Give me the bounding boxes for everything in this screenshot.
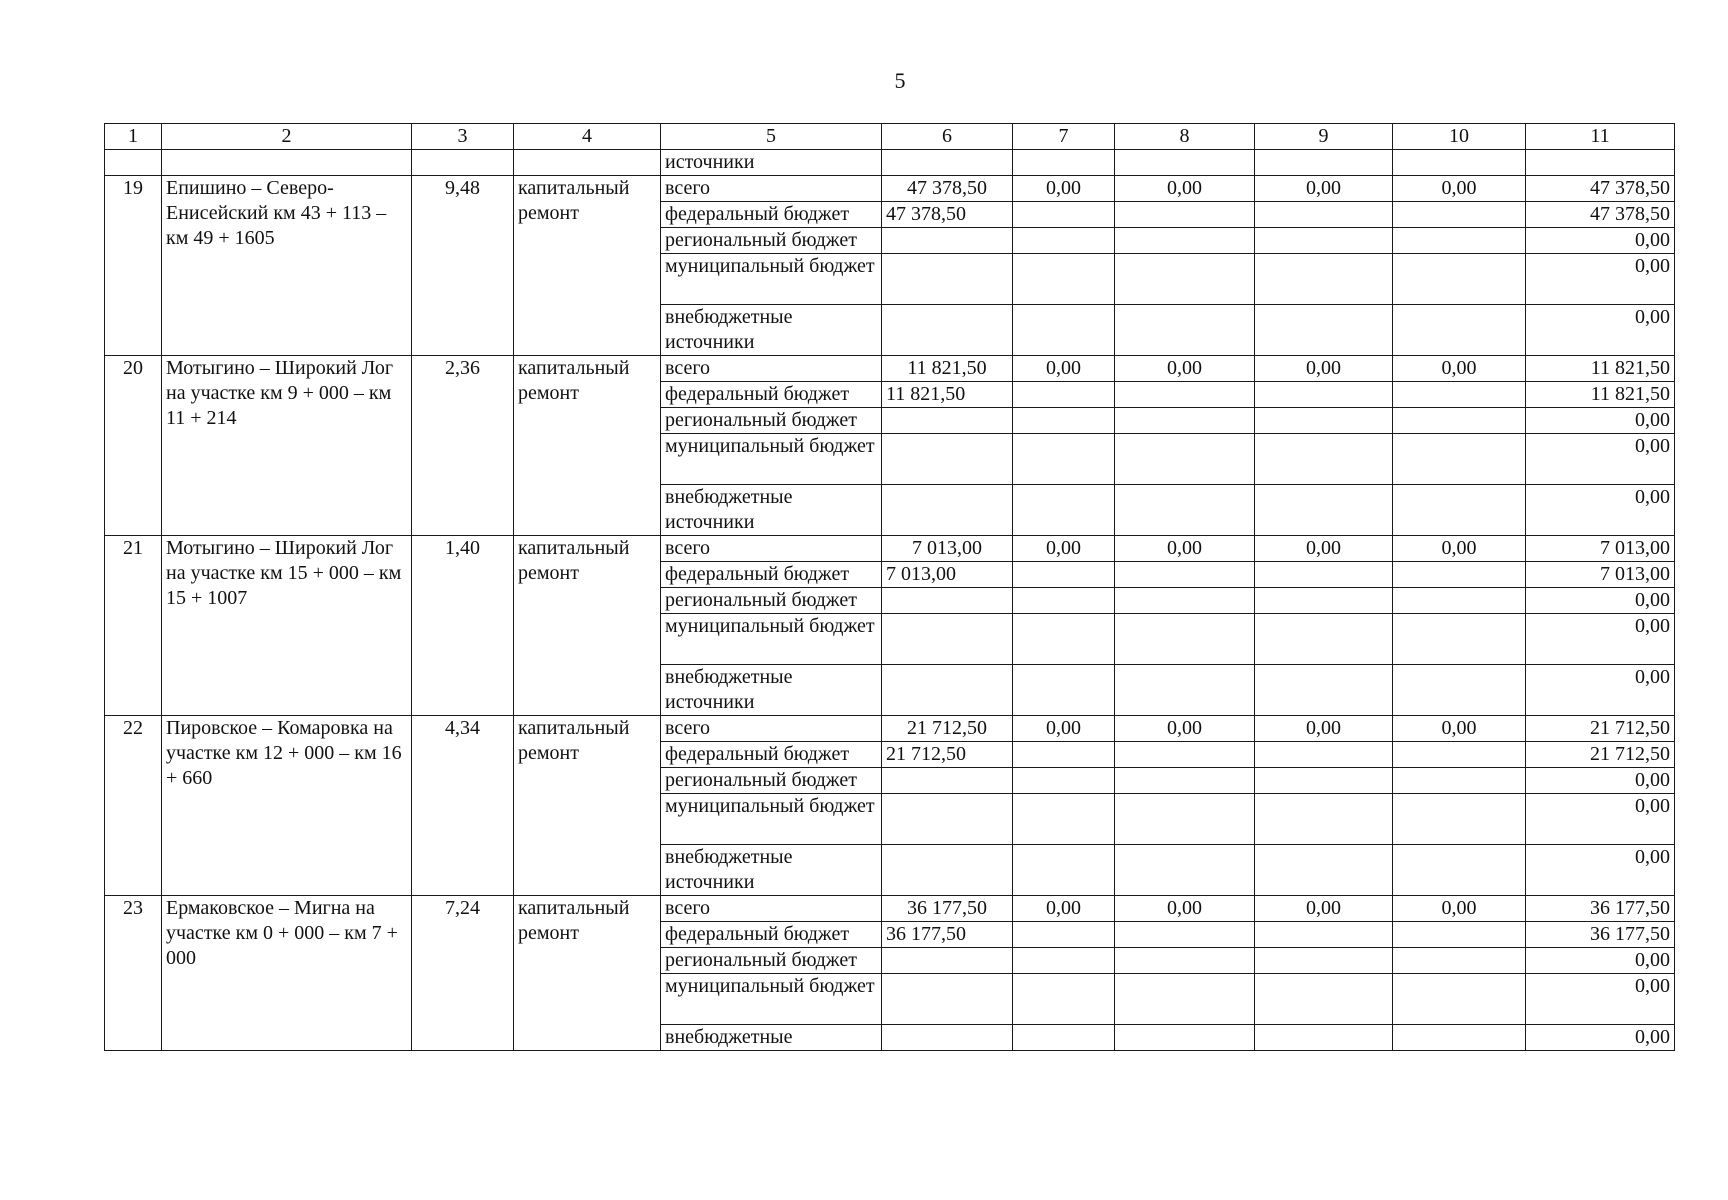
value-total: 0,00	[1526, 974, 1675, 1025]
value-c7	[1013, 588, 1115, 614]
column-number: 1	[105, 124, 162, 150]
value-c9: 0,00	[1255, 536, 1393, 562]
value-c9	[1255, 665, 1393, 716]
value-c8	[1115, 742, 1255, 768]
value-total: 47 378,50	[1526, 176, 1675, 202]
project-length: 7,24	[412, 896, 514, 1051]
value-c10: 0,00	[1393, 536, 1526, 562]
funding-source: внебюджетные источники	[661, 305, 882, 356]
value-c10	[1393, 794, 1526, 845]
value-c8	[1115, 922, 1255, 948]
column-number: 2	[162, 124, 412, 150]
value-c7	[1013, 948, 1115, 974]
funding-source: всего	[661, 536, 882, 562]
project-name: Пировское – Комаровка на участке км 12 + 000 – км 16 + 660	[162, 716, 412, 896]
value-c9: 0,00	[1255, 356, 1393, 382]
value-total: 7 013,00	[1526, 536, 1675, 562]
value-c10	[1393, 922, 1526, 948]
value-total: 0,00	[1526, 948, 1675, 974]
empty-cell	[882, 150, 1013, 176]
value-col-6: 36 177,50	[882, 922, 1013, 948]
value-c8: 0,00	[1115, 896, 1255, 922]
funding-source: муниципальный бюджет	[661, 254, 882, 305]
value-c9	[1255, 1025, 1393, 1051]
value-c7	[1013, 228, 1115, 254]
column-number-row	[105, 124, 1675, 150]
value-c9	[1255, 485, 1393, 536]
funding-source: региональный бюджет	[661, 948, 882, 974]
value-c9: 0,00	[1255, 896, 1393, 922]
value-c9	[1255, 948, 1393, 974]
funding-source: региональный бюджет	[661, 408, 882, 434]
value-c9: 0,00	[1255, 176, 1393, 202]
value-c8	[1115, 485, 1255, 536]
project-name: Ермаковское – Мигна на участке км 0 + 000 – км 7 + 000	[162, 896, 412, 1051]
value-c8	[1115, 382, 1255, 408]
value-c8	[1115, 434, 1255, 485]
value-c10	[1393, 845, 1526, 896]
value-col-6: 21 712,50	[882, 742, 1013, 768]
value-total: 0,00	[1526, 665, 1675, 716]
funding-source: федеральный бюджет	[661, 382, 882, 408]
value-c10: 0,00	[1393, 176, 1526, 202]
project-length: 4,34	[412, 716, 514, 896]
value-c10	[1393, 228, 1526, 254]
value-c7	[1013, 382, 1115, 408]
empty-cell	[162, 150, 412, 176]
funding-source: региональный бюджет	[661, 588, 882, 614]
value-total: 47 378,50	[1526, 202, 1675, 228]
value-c10	[1393, 1025, 1526, 1051]
funding-source: внебюджетные источники	[661, 665, 882, 716]
value-c7: 0,00	[1013, 716, 1115, 742]
empty-cell	[412, 150, 514, 176]
value-c8	[1115, 588, 1255, 614]
empty-cell	[105, 150, 162, 176]
value-c8	[1115, 305, 1255, 356]
value-c10	[1393, 434, 1526, 485]
work-type: капитальный ремонт	[514, 716, 661, 896]
value-c8	[1115, 202, 1255, 228]
value-col-6	[882, 665, 1013, 716]
value-c9	[1255, 228, 1393, 254]
value-c8	[1115, 974, 1255, 1025]
project-number: 22	[105, 716, 162, 896]
value-c8: 0,00	[1115, 536, 1255, 562]
value-total: 21 712,50	[1526, 716, 1675, 742]
value-total: 0,00	[1526, 305, 1675, 356]
value-c7	[1013, 485, 1115, 536]
funding-source: всего	[661, 356, 882, 382]
value-c7	[1013, 845, 1115, 896]
value-c10	[1393, 408, 1526, 434]
value-c10	[1393, 665, 1526, 716]
value-c8	[1115, 614, 1255, 665]
funding-source: федеральный бюджет	[661, 922, 882, 948]
value-c9	[1255, 922, 1393, 948]
value-c8	[1115, 794, 1255, 845]
project-name: Епишино – Северо-Енисейский км 43 + 113 – км 49 + 1605	[162, 176, 412, 356]
funding-source: федеральный бюджет	[661, 562, 882, 588]
value-total: 0,00	[1526, 614, 1675, 665]
work-type: капитальный ремонт	[514, 536, 661, 716]
value-col-6	[882, 408, 1013, 434]
column-number: 10	[1393, 124, 1526, 150]
funding-source: источники	[661, 150, 882, 176]
value-total: 7 013,00	[1526, 562, 1675, 588]
value-total: 0,00	[1526, 1025, 1675, 1051]
funding-source: региональный бюджет	[661, 228, 882, 254]
value-col-6	[882, 974, 1013, 1025]
project-name: Мотыгино – Широкий Лог на участке км 9 + 000 – км 11 + 214	[162, 356, 412, 536]
value-c8: 0,00	[1115, 176, 1255, 202]
value-total: 36 177,50	[1526, 896, 1675, 922]
value-c7	[1013, 614, 1115, 665]
value-c9	[1255, 434, 1393, 485]
project-length: 9,48	[412, 176, 514, 356]
value-col-6: 47 378,50	[882, 202, 1013, 228]
value-col-6	[882, 794, 1013, 845]
value-c7: 0,00	[1013, 536, 1115, 562]
value-c10	[1393, 305, 1526, 356]
value-total: 21 712,50	[1526, 742, 1675, 768]
value-col-6: 11 821,50	[882, 356, 1013, 382]
project-number: 23	[105, 896, 162, 1051]
work-type: капитальный ремонт	[514, 176, 661, 356]
table-row	[105, 716, 1675, 742]
column-number: 4	[514, 124, 661, 150]
funding-source: муниципальный бюджет	[661, 974, 882, 1025]
value-c7	[1013, 305, 1115, 356]
value-c8: 0,00	[1115, 716, 1255, 742]
budget-table	[104, 123, 1675, 1051]
value-total: 0,00	[1526, 845, 1675, 896]
table-row	[105, 896, 1675, 922]
value-c8	[1115, 768, 1255, 794]
continuation-row	[105, 150, 1675, 176]
value-c10	[1393, 742, 1526, 768]
value-c7: 0,00	[1013, 356, 1115, 382]
value-c8	[1115, 408, 1255, 434]
value-c9	[1255, 614, 1393, 665]
empty-cell	[1013, 150, 1115, 176]
value-col-6	[882, 305, 1013, 356]
funding-source: федеральный бюджет	[661, 742, 882, 768]
empty-cell	[1255, 150, 1393, 176]
value-col-6: 7 013,00	[882, 536, 1013, 562]
value-c7	[1013, 665, 1115, 716]
work-type: капитальный ремонт	[514, 896, 661, 1051]
table-row	[105, 536, 1675, 562]
value-total: 0,00	[1526, 228, 1675, 254]
value-c10	[1393, 948, 1526, 974]
empty-cell	[1526, 150, 1675, 176]
value-col-6	[882, 768, 1013, 794]
value-c9	[1255, 305, 1393, 356]
funding-source: внебюджетные источники	[661, 485, 882, 536]
project-number: 20	[105, 356, 162, 536]
value-c8: 0,00	[1115, 356, 1255, 382]
table-row	[105, 176, 1675, 202]
value-col-6	[882, 228, 1013, 254]
column-number: 11	[1526, 124, 1675, 150]
value-c8	[1115, 1025, 1255, 1051]
value-total: 0,00	[1526, 485, 1675, 536]
funding-source: внебюджетные источники	[661, 845, 882, 896]
value-c9: 0,00	[1255, 716, 1393, 742]
value-c8	[1115, 665, 1255, 716]
column-number: 7	[1013, 124, 1115, 150]
value-col-6: 21 712,50	[882, 716, 1013, 742]
empty-cell	[1393, 150, 1526, 176]
value-col-6: 47 378,50	[882, 176, 1013, 202]
value-c9	[1255, 562, 1393, 588]
column-number: 8	[1115, 124, 1255, 150]
value-c7	[1013, 974, 1115, 1025]
funding-source: муниципальный бюджет	[661, 794, 882, 845]
value-c7	[1013, 408, 1115, 434]
value-col-6	[882, 614, 1013, 665]
empty-cell	[514, 150, 661, 176]
value-c9	[1255, 588, 1393, 614]
funding-source: всего	[661, 176, 882, 202]
value-col-6: 11 821,50	[882, 382, 1013, 408]
value-c9	[1255, 974, 1393, 1025]
funding-source: всего	[661, 716, 882, 742]
value-col-6: 36 177,50	[882, 896, 1013, 922]
value-c9	[1255, 254, 1393, 305]
empty-cell	[1115, 150, 1255, 176]
column-number: 9	[1255, 124, 1393, 150]
value-col-6	[882, 948, 1013, 974]
funding-source: муниципальный бюджет	[661, 434, 882, 485]
value-c10: 0,00	[1393, 356, 1526, 382]
value-col-6	[882, 485, 1013, 536]
value-col-6	[882, 845, 1013, 896]
value-total: 0,00	[1526, 434, 1675, 485]
value-c9	[1255, 768, 1393, 794]
project-name: Мотыгино – Широкий Лог на участке км 15 + 000 – км 15 + 1007	[162, 536, 412, 716]
value-c10	[1393, 485, 1526, 536]
value-c9	[1255, 794, 1393, 845]
value-total: 11 821,50	[1526, 382, 1675, 408]
value-c7	[1013, 202, 1115, 228]
value-total: 0,00	[1526, 588, 1675, 614]
value-c10: 0,00	[1393, 716, 1526, 742]
value-total: 36 177,50	[1526, 922, 1675, 948]
value-c7: 0,00	[1013, 176, 1115, 202]
value-col-6	[882, 588, 1013, 614]
page-number: 5	[894, 68, 906, 93]
value-c7: 0,00	[1013, 896, 1115, 922]
funding-source: региональный бюджет	[661, 768, 882, 794]
column-number: 5	[661, 124, 882, 150]
value-c9	[1255, 845, 1393, 896]
value-c10	[1393, 254, 1526, 305]
column-number: 3	[412, 124, 514, 150]
project-number: 21	[105, 536, 162, 716]
value-c7	[1013, 562, 1115, 588]
value-total: 0,00	[1526, 768, 1675, 794]
value-col-6	[882, 254, 1013, 305]
value-c8	[1115, 254, 1255, 305]
value-c7	[1013, 1025, 1115, 1051]
value-col-6	[882, 1025, 1013, 1051]
value-c7	[1013, 768, 1115, 794]
value-col-6: 7 013,00	[882, 562, 1013, 588]
value-c8	[1115, 228, 1255, 254]
table-row	[105, 356, 1675, 382]
funding-source: внебюджетные	[661, 1025, 882, 1051]
value-total: 0,00	[1526, 254, 1675, 305]
project-length: 1,40	[412, 536, 514, 716]
value-c7	[1013, 434, 1115, 485]
value-c10	[1393, 614, 1526, 665]
funding-source: муниципальный бюджет	[661, 614, 882, 665]
work-type: капитальный ремонт	[514, 356, 661, 536]
value-c9	[1255, 382, 1393, 408]
value-c10	[1393, 974, 1526, 1025]
funding-source: всего	[661, 896, 882, 922]
value-c7	[1013, 794, 1115, 845]
value-c7	[1013, 254, 1115, 305]
value-c9	[1255, 742, 1393, 768]
value-c10	[1393, 202, 1526, 228]
project-number: 19	[105, 176, 162, 356]
value-total: 11 821,50	[1526, 356, 1675, 382]
value-total: 0,00	[1526, 408, 1675, 434]
column-number: 6	[882, 124, 1013, 150]
value-c7	[1013, 742, 1115, 768]
value-total: 0,00	[1526, 794, 1675, 845]
value-c8	[1115, 845, 1255, 896]
value-c10	[1393, 562, 1526, 588]
funding-source: федеральный бюджет	[661, 202, 882, 228]
value-c8	[1115, 562, 1255, 588]
value-c10: 0,00	[1393, 896, 1526, 922]
value-col-6	[882, 434, 1013, 485]
value-c10	[1393, 588, 1526, 614]
value-c8	[1115, 948, 1255, 974]
value-c10	[1393, 382, 1526, 408]
project-length: 2,36	[412, 356, 514, 536]
value-c9	[1255, 202, 1393, 228]
value-c10	[1393, 768, 1526, 794]
value-c9	[1255, 408, 1393, 434]
value-c7	[1013, 922, 1115, 948]
